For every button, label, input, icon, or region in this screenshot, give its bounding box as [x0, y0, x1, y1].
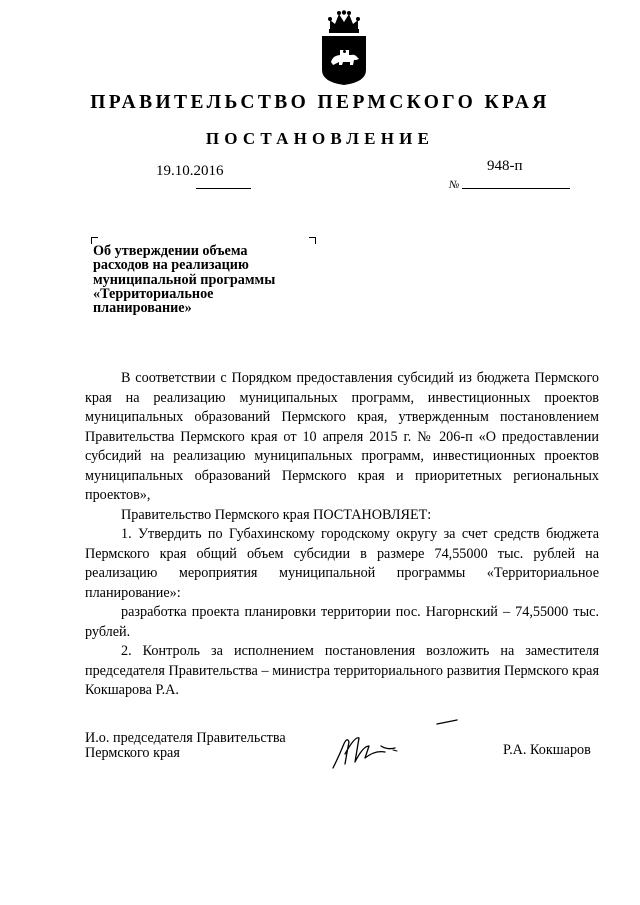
subject-line: расходов на реализацию — [93, 257, 249, 274]
body-paragraph: 1. Утвердить по Губахинскому городскому округу за счет средств бюджета Пермского края общий объем субсидии в размере 74,55000 тыс. рублей на реализацию мероприятия муниципальной программы «Территориальное планирование»: — [85, 526, 599, 601]
signatory-position — [85, 731, 286, 761]
subject-line: планирование» — [93, 300, 192, 317]
body-paragraph: Правительство Пермского края ПОСТАНОВЛЯЕТ: — [121, 506, 432, 523]
body-paragraph: В соответствии с Порядком предоставления субсидий из бюджета Пермского края на реализацию муниципальных программ, инвестиционных проектов муниципальных образований Пермского края, утвержденным постановлением Правительства Пермского края от 10 апреля 2015 г. № 206-п «О предоставлении субсидий на реализацию муниципальных программ, инвестиционных проектов муниципальных образований Пермского края и приоритетных региональных проектов», — [85, 370, 599, 503]
handwritten-signature-icon — [325, 716, 465, 772]
subject-line: Об утверждении объема — [93, 243, 248, 259]
body-paragraph: разработка проекта планировки территории пос. Нагорнский – 74,55000 тыс. рублей. — [85, 604, 599, 640]
document-body — [85, 369, 599, 701]
government-title: ПРАВИТЕЛЬСТВО ПЕРМСКОГО КРАЯ — [90, 92, 550, 113]
document-number: 948-п — [487, 158, 523, 174]
number-underline — [462, 188, 570, 189]
number-sign: № — [449, 179, 460, 191]
date-underline — [196, 188, 251, 189]
subject-line: «Территориальное — [93, 285, 214, 302]
subject-line: муниципальной программы — [93, 271, 276, 288]
subject-corner-right — [309, 237, 316, 244]
signatory-position-line: Пермского края — [85, 745, 180, 761]
subject-block — [93, 244, 323, 315]
body-paragraph: 2. Контроль за исполнением постановления возложить на заместителя председателя Правительства – министра территориального развития Пермского края Кокшарова Р.А. — [85, 643, 599, 698]
document-type: ПОСТАНОВЛЕНИЕ — [205, 129, 435, 148]
document-date: 19.10.2016 — [156, 163, 224, 179]
signatory-name: Р.А. Кокшаров — [503, 742, 591, 758]
signatory-position-line: И.о. председателя Правительства — [85, 730, 286, 746]
perm-krai-coat-of-arms-icon — [321, 10, 367, 86]
